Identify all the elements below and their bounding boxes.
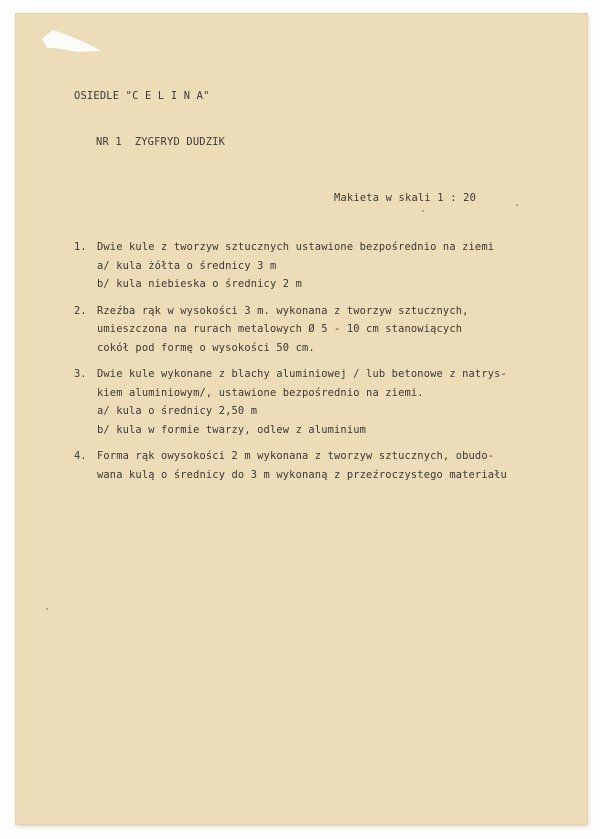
list-item	[74, 365, 507, 439]
item-line: Forma rąk owysokości 2 m wykonana z tworzyw sztucznych, obudo-	[97, 450, 495, 462]
item-line: wana kulą o średnicy do 3 m wykonaną z przeźroczystego materiału	[97, 468, 507, 481]
item-line: Dwie kule z tworzyw sztucznych ustawione bezpośrednio na ziemi	[97, 241, 495, 253]
document-heading: OSIEDLE "C E L I N A"	[74, 90, 210, 102]
item-line: a/ kula żółta o średnicy 3 m	[97, 259, 277, 272]
document-subheading: NR 1 ZYGFRYD DUDZIK	[96, 136, 226, 148]
item-line: a/ kula o średnicy 2,50 m	[97, 405, 258, 417]
paper-speck	[46, 608, 48, 610]
paper-speck	[516, 204, 518, 206]
item-line: Dwie kule wykonane z blachy aluminiowej / lub betonowe z natrys-	[97, 368, 507, 380]
item-line: b/ kula niebieska o średnicy 2 m	[97, 278, 302, 290]
item-line: umieszczona na rurach metalowych Ø 5 - 10 cm stanowiących	[97, 323, 463, 335]
item-number: 3.	[74, 368, 87, 380]
torn-corner	[42, 30, 102, 52]
paper-speck	[422, 210, 424, 212]
scale-note: Makieta w skali 1 : 20	[334, 192, 477, 204]
item-list	[74, 238, 507, 492]
item-line: b/ kula w formie twarzy, odlew z aluminium	[97, 423, 367, 436]
paper-sheet	[16, 14, 587, 824]
list-item	[74, 302, 507, 358]
item-line: kiem aluminiowym/, ustawione bezpośrednio na ziemi.	[97, 386, 424, 399]
list-item	[74, 447, 507, 484]
list-item	[74, 238, 507, 294]
item-number: 1.	[74, 241, 87, 253]
item-line: Rzeźba rąk w wysokości 3 m. wykonana z tworzyw sztucznych,	[97, 304, 469, 317]
item-number: 2.	[74, 304, 87, 317]
item-line: cokół pod formę o wysokości 50 cm.	[97, 341, 315, 354]
item-number: 4.	[74, 450, 87, 462]
